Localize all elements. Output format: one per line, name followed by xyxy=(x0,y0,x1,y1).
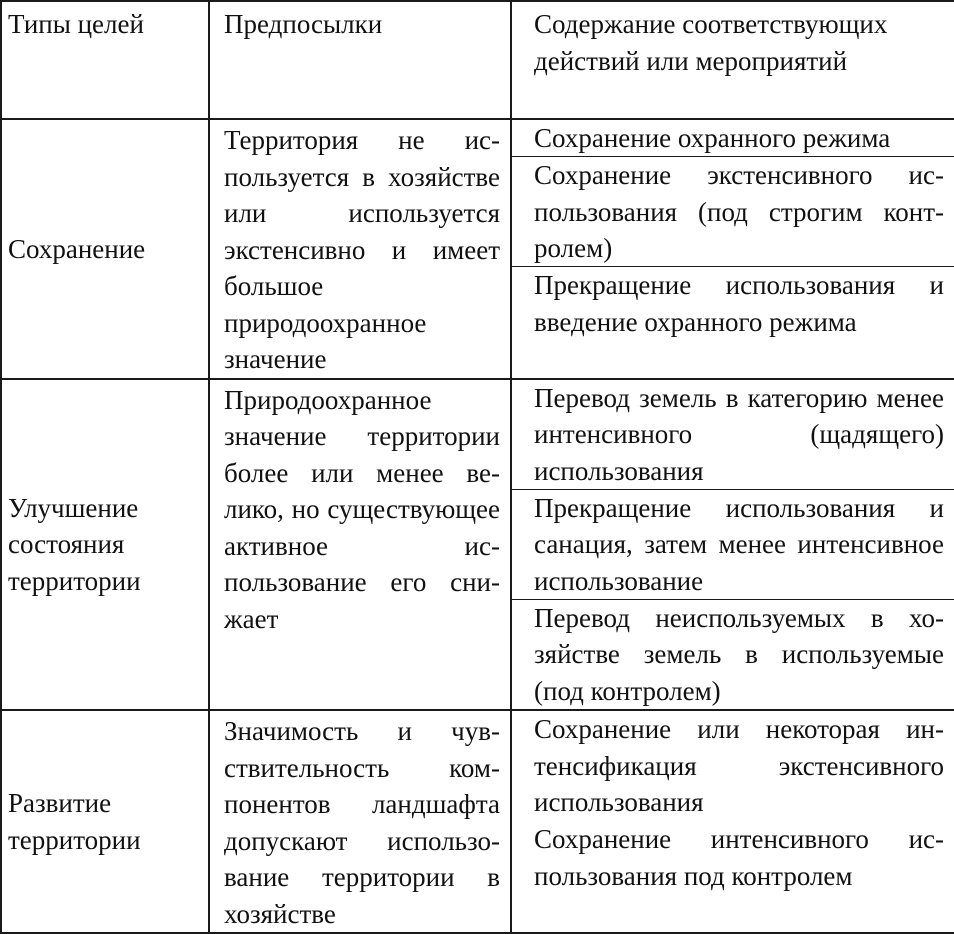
header-cell-premises xyxy=(209,1,511,119)
goal-label: Сохранение xyxy=(8,233,146,264)
premise-cell xyxy=(209,379,511,711)
actions-list xyxy=(512,120,954,378)
action-item: Сохранение экстенсивного использования (под строгим контролем) xyxy=(512,156,954,266)
premise-cell xyxy=(209,710,511,933)
header-goal-types: Типы целей xyxy=(8,9,144,39)
action-item: Перевод земель в категорию менее интенсивного (щадящего) использования xyxy=(534,382,944,486)
header-actions: Содержание соответствующих действий или мероприятий xyxy=(534,9,888,76)
goal-cell xyxy=(1,710,209,933)
goal-cell xyxy=(1,379,209,711)
goal-label: Улучшение состояния территории xyxy=(8,492,141,596)
action-item: Перевод неиспользуемых в хозяйстве земель в используемые (под контролем) xyxy=(512,599,954,710)
action-item: Прекращение использования и санация, затем менее интенсивное использование xyxy=(512,489,954,599)
actions-cell xyxy=(511,379,954,711)
premise-text: Значимость и чувствительность компонентов ландшафта допускают использование территории в хозяйстве xyxy=(224,716,500,929)
actions-list xyxy=(512,380,954,710)
action-item: Сохранение или некоторая интенсификация экстенсивного использования xyxy=(534,714,944,817)
premise-cell xyxy=(209,119,511,379)
table-row xyxy=(1,119,954,379)
header-row xyxy=(1,1,954,119)
header-cell-actions xyxy=(511,1,954,119)
goal-cell xyxy=(1,119,209,379)
goal-label: Развитие территории xyxy=(8,788,141,855)
premise-text: Территория не используется в хозяйстве или используется экстенсивно и имеет большое природоохранное значение xyxy=(224,125,500,374)
action-item: Сохранение охранного режима xyxy=(534,123,891,153)
premise-text: Природоохранное значение территории более или менее велико, но существующее активное использование его снижает xyxy=(224,384,500,634)
table-row xyxy=(1,379,954,711)
action-item: Сохранение интенсивного использования под контролем xyxy=(534,824,944,891)
table-row xyxy=(1,710,954,933)
actions-cell xyxy=(511,119,954,379)
header-cell-goal-types xyxy=(1,1,209,119)
header-premises: Предпосылки xyxy=(224,9,383,39)
actions-cell xyxy=(511,710,954,933)
action-item: Прекращение использования и введение охранного режима xyxy=(512,266,954,378)
actions-list xyxy=(512,711,954,932)
